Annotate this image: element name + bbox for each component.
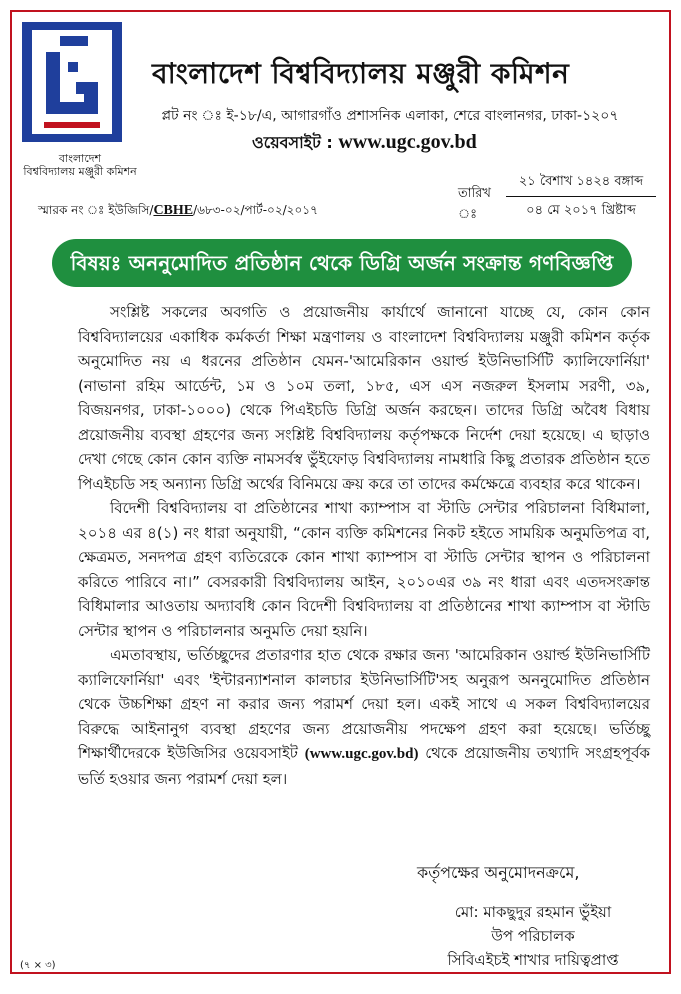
website-line bbox=[252, 130, 477, 157]
paragraph-3-part1: এমতাবস্থায়, ভর্তিচ্ছুদের প্রতারণার হাত থেকে রক্ষার জন্য 'আমেরিকান ওয়ার্ল্ড ইউনিভার্সিটি ক্যালিফোর্নিয়া' এবং 'ইন্টারন্যাশনাল কালচার ইউনিভার্সিটি'সহ অনুরূপ অননুমোদিত প্রতিষ্ঠান থেকে উচ্চশিক্ষা গ্রহণ না করার জন্য পরামর্শ দেয়া হল। একই সাথে এ সকল বিশ্ববিদ্যালয়ের বিরুদ্ধে আইনানুগ ব্যবস্থা গ্রহণের জন্য প্রয়োজনীয় পদক্ষেপ গ্রহণ করা হয়েছে। ভর্তিচ্ছু শিক্ষার্থীদেরকে ইউজিসির ওয়েবসাইট bbox=[78, 646, 650, 762]
org-title: বাংলাদেশ বিশ্ববিদ্যালয় মঞ্জুরী কমিশন bbox=[152, 57, 570, 90]
subject-banner: বিষয়ঃ অননুমোদিত প্রতিষ্ঠান থেকে ডিগ্রি অর্জন সংক্রান্ত গণবিজ্ঞপ্তি bbox=[52, 239, 632, 287]
ref-code: CBHE bbox=[153, 203, 194, 218]
logo-caption-line1: বাংলাদেশ bbox=[58, 152, 102, 165]
paragraph-3-url[interactable]: (www.ugc.gov.bd) bbox=[304, 746, 419, 762]
website-label: ওয়েবসাইট : bbox=[252, 133, 333, 152]
signatory-block bbox=[408, 900, 658, 972]
logo-caption bbox=[18, 152, 142, 178]
ref-prefix: স্মারক নং ঃ ইউজিসি/ bbox=[38, 203, 154, 217]
paragraph-2: বিদেশী বিশ্ববিদ্যালয় বা প্রতিষ্ঠানের শাখা ক্যাম্পাস বা স্টাডি সেন্টার পরিচালনা বিধিমালা, ২০১৪ এর ৪(১) নং ধারা অনুযায়ী, “কোন ব্যক্তি কমিশনের নিকট হইতে সাময়িক অনুমতিপত্র বা, ক্ষেত্রমত, সনদপত্র গ্রহণ ব্যতিরেকে কোন শাখা ক্যাম্পাস বা স্টাডি সেন্টার স্থাপন ও পরিচালনা করিতে পারিবে না।” বেসরকারী বিশ্ববিদ্যালয় আইন, ২০১০এর ৩৯ নং ধারা এবং এতদসংক্রান্ত বিধিমালার আওতায় অদ্যাবধি কোন বিদেশী বিশ্ববিদ্যালয় বা প্রতিষ্ঠানের শাখা ক্যাম্পাস বা স্টাডি সেন্টার স্থাপন ও পরিচালনার অনুমতি দেয়া হয়নি। bbox=[78, 499, 650, 640]
ref-suffix: /৬৮৩-০২/পার্ট-০২/২০১৭ bbox=[193, 203, 318, 217]
date-english: ০৪ মে ২০১৭ খ্রিষ্টাব্দ bbox=[526, 203, 636, 218]
org-address: প্লট নং ঃ ই-১৮/এ, আগারগাঁও প্রশাসনিক এলাকা, শেরে বাংলানগর, ঢাকা-১২০৭ bbox=[161, 108, 619, 124]
date-label: তারিখ ঃ bbox=[458, 186, 491, 222]
signatory-designation: উপ পরিচালক bbox=[491, 927, 575, 945]
paragraph-1: সংশ্লিষ্ট সকলের অবগতি ও প্রয়োজনীয় কার্যার্থে জানানো যাচ্ছে যে, কোন কোন বিশ্ববিদ্যালয়ের একাধিক কর্মকর্তা শিক্ষা মন্ত্রণালয় ও বাংলাদেশ বিশ্ববিদ্যালয় মঞ্জুরী কমিশন কর্তৃক অনুমোদিত নয় এ ধরনের প্রতিষ্ঠান যেমন-'আমেরিকান ওয়ার্ল্ড ইউনিভার্সিটি ক্যালিফোর্নিয়া' (নাভানা রহিম আর্ডেন্ট, ১ম ও ১০ম তলা, ১৮৫, এস এস নজরুল ইসলাম সরণী, ৩৯, বিজয়নগর, ঢাকা-১০০০) থেকে পিএইচডি ডিগ্রি অর্জন করছেন। তাদের ডিগ্রি অবৈধ বিধায় প্রয়োজনীয় ব্যবস্থা গ্রহণের জন্য সংশ্লিষ্ট বিশ্ববিদ্যালয় কর্তৃপক্ষকে নির্দেশ দেয়া হয়েছে। এ ছাড়াও দেখা গেছে কোন কোন ব্যক্তি নামসর্বস্ব ভুঁইফোড় বিশ্ববিদ্যালয় নামধারি কিছু প্রতারক প্রতিষ্ঠান হতে পিএইচডি সহ অন্যান্য ডিগ্রি অর্থের বিনিময়ে ক্রয় করে তা তাদের কর্মক্ষেত্রে ব্যবহার করে থাকেন। bbox=[78, 303, 650, 493]
notice-body bbox=[78, 300, 650, 791]
signatory-name: মো: মাকছুদুর রহমান ভুঁইয়া bbox=[454, 903, 612, 921]
paragraph-3 bbox=[78, 643, 650, 791]
paragraph-3-part2: থেকে প্রয়োজনীয় তথ্যাদি সংগ্রহপূর্বক ভর্তি হওয়ার জন্য পরামর্শ দেয়া হল। bbox=[78, 744, 650, 788]
signatory-office: সিবিএইচই শাখার দায়িত্বপ্রাপ্ত bbox=[447, 951, 619, 969]
footer-code: (৭ × ৩) bbox=[20, 960, 56, 971]
date-values bbox=[506, 172, 656, 222]
website-link[interactable]: www.ugc.gov.bd bbox=[338, 131, 477, 153]
approval-line: কর্তৃপক্ষের অনুমোদনক্রমে, bbox=[417, 863, 580, 882]
ugc-logo bbox=[22, 22, 122, 142]
logo-caption-line2: বিশ্ববিদ্যালয় মঞ্জুরী কমিশন bbox=[23, 165, 137, 178]
date-bangla: ২১ বৈশাখ ১৪২৪ বঙ্গাব্দ bbox=[506, 172, 656, 197]
notice-page bbox=[10, 10, 671, 974]
memo-reference bbox=[38, 202, 318, 222]
